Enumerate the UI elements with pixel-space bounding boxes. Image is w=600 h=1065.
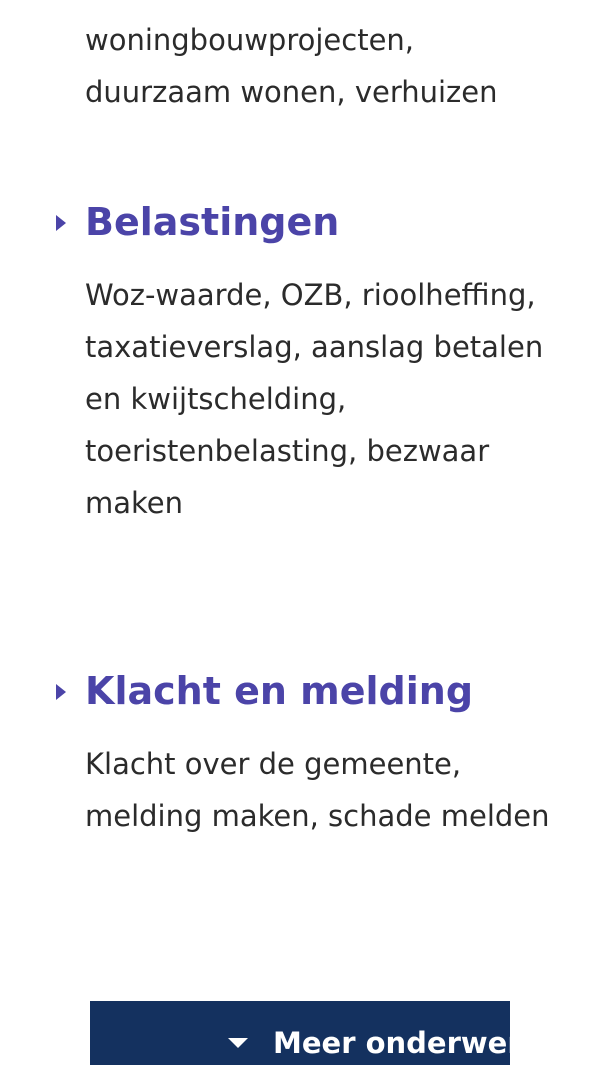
- caret-right-icon: [56, 684, 66, 700]
- caret-right-icon: [56, 215, 66, 231]
- topic-title[interactable]: Belastingen: [85, 200, 340, 244]
- topic-klacht-en-melding: [0, 664, 600, 833]
- more-topics-button[interactable]: [90, 1001, 583, 1065]
- topic-belastingen: [0, 195, 600, 520]
- topic-link-belastingen[interactable]: [0, 195, 600, 249]
- caret-down-icon: [228, 1038, 248, 1048]
- previous-topic-description: woningbouwprojecten, duurzaam wonen, verhuizen: [85, 23, 498, 109]
- topic-description: Klacht over de gemeente, melding maken, schade melden: [85, 747, 550, 833]
- topic-link-klacht-en-melding[interactable]: [0, 664, 600, 718]
- topic-title[interactable]: Klacht en melding: [85, 669, 474, 713]
- topic-description: Woz-waarde, OZB, rioolheffing, taxatieverslag, aanslag betalen en kwijtschelding, toeristenbelasting, bezwaar maken: [85, 278, 544, 520]
- more-topics-label: Meer onderwerpen: [273, 1026, 583, 1060]
